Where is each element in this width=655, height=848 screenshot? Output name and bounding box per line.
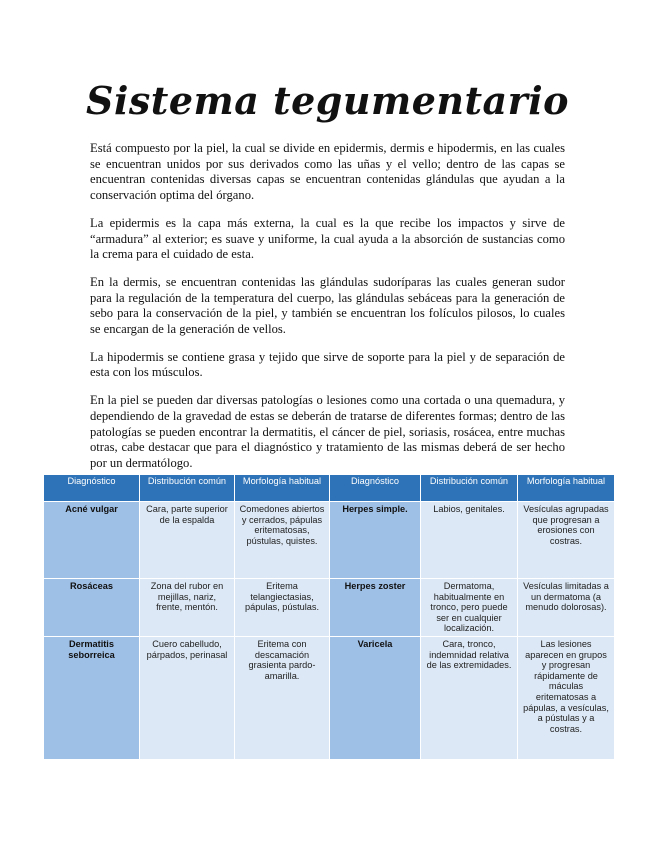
distribution-cell: Labios, genitales. [421, 502, 518, 579]
column-header: Diagnóstico [44, 475, 140, 502]
table-header-row [44, 475, 615, 502]
paragraph: La hipodermis se contiene grasa y tejido que sirve de soporte para la piel y de separación de esta con los músculos. [90, 349, 565, 380]
body-text [90, 141, 565, 484]
diagnosis-cell: Varicela [330, 636, 421, 759]
distribution-cell: Cara, parte superior de la espalda [140, 502, 235, 579]
diagnosis-table [43, 474, 615, 760]
table-row [44, 502, 615, 579]
table-row [44, 579, 615, 637]
distribution-cell: Zona del rubor en mejillas, nariz, frente, mentón. [140, 579, 235, 637]
paragraph: Está compuesto por la piel, la cual se divide en epidermis, dermis e hipodermis, en las cuales se encuentran unidos por sus derivados como las uñas y el vello; dentro de las capas se encuentran contenidas diversas capas se encuentran contenidas glándulas que ayudan a la conservación optima del órgano. [90, 141, 565, 203]
column-header: Distribución común [421, 475, 518, 502]
column-header: Morfología habitual [518, 475, 615, 502]
morphology-cell: Eritema telangiectasias, pápulas, pústulas. [235, 579, 330, 637]
column-header: Diagnóstico [330, 475, 421, 502]
distribution-cell: Dermatoma, habitualmente en tronco, pero puede ser en cualquier localización. [421, 579, 518, 637]
paragraph: En la dermis, se encuentran contenidas las glándulas sudoríparas las cuales generan sudor para la regulación de la temperatura del cuerpo, las glándulas sebáceas para la generación de sebo para la conservación de la piel, y también se encuentran los folículos pilosos, lo cuales se encargan de la generación de vellos. [90, 274, 565, 337]
morphology-cell: Vesículas limitadas a un dermatoma (a menudo dolorosas). [518, 579, 615, 637]
diagnosis-cell: Dermatitis seborreica [44, 636, 140, 759]
diagnosis-cell: Herpes simple. [330, 502, 421, 579]
morphology-cell: Las lesiones aparecen en grupos y progresan rápidamente de máculas eritematosas a pápulas, a vesículas, a pústulas y a costras. [518, 636, 615, 759]
column-header: Distribución común [140, 475, 235, 502]
distribution-cell: Cuero cabelludo, párpados, perinasal [140, 636, 235, 759]
paragraph: En la piel se pueden dar diversas patologías o lesiones como una cortada o una quemadura, y dependiendo de la gravedad de estas se deberán de tratarse de diferentes formas; dentro de las patologías se pueden encontrar la dermatitis, el cáncer de piel, soriasis, rosácea, entre muchas otras, cabe destacar que para el diagnóstico y tratamiento de las mismas deberá de ser hecho por un dermatólogo. [90, 393, 565, 470]
diagnosis-cell: Acné vulgar [44, 502, 140, 579]
distribution-cell: Cara, tronco, indemnidad relativa de las extremidades. [421, 636, 518, 759]
morphology-cell: Vesículas agrupadas que progresan a erosiones con costras. [518, 502, 615, 579]
morphology-cell: Comedones abiertos y cerrados, pápulas eritematosas, pústulas, quistes. [235, 502, 330, 579]
page-title: Sistema tegumentario [86, 78, 569, 123]
diagnosis-cell: Herpes zoster [330, 579, 421, 637]
column-header: Morfología habitual [235, 475, 330, 502]
table-row [44, 636, 615, 759]
paragraph: La epidermis es la capa más externa, la cual es la que recibe los impactos y sirve de “armadura” al exterior; es suave y uniforme, la cual ayuda a la absorción de sustancias como la crema para el cuidado de esta. [90, 215, 565, 262]
morphology-cell: Eritema con descamación grasienta pardo-amarilla. [235, 636, 330, 759]
diagnosis-cell: Rosáceas [44, 579, 140, 637]
